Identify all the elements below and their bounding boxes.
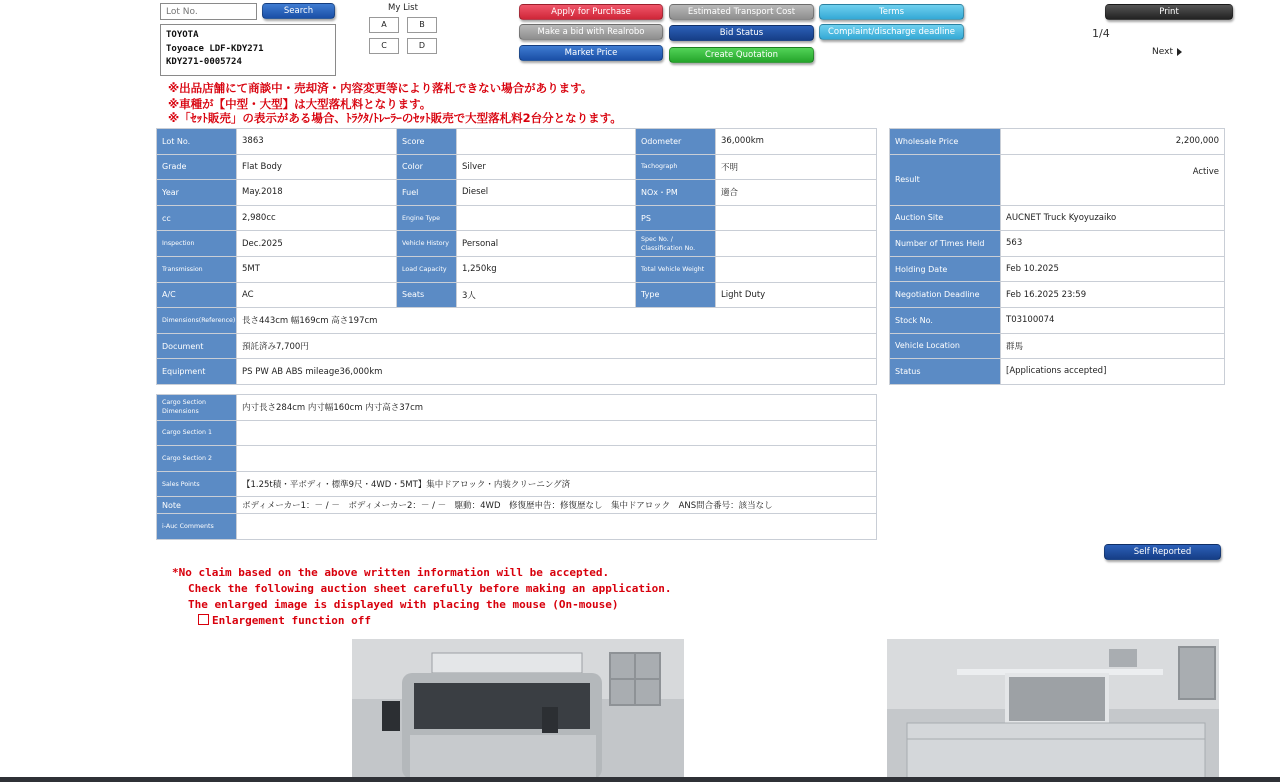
fuel-value: Diesel <box>457 180 636 206</box>
search-button[interactable]: Search <box>262 3 335 19</box>
self-reported-button[interactable]: Self Reported <box>1104 544 1221 560</box>
vehicle-location-value: 群馬 <box>1001 333 1225 359</box>
ac-value: AC <box>237 282 397 308</box>
lot-no-label: Lot No. <box>157 129 237 155</box>
cargo-section1-value <box>237 420 877 446</box>
apply-purchase-button[interactable]: Apply for Purchase <box>519 4 663 20</box>
notice-line-2: ※車種が【中型・大型】は大型落札料となります。 <box>168 97 432 111</box>
claim-line-3: The enlarged image is displayed with placing the mouse (On-mouse) <box>188 598 619 611</box>
times-held-label: Number of Times Held <box>890 231 1001 257</box>
seats-label: Seats <box>397 282 457 308</box>
next-link[interactable] <box>1152 47 1182 57</box>
print-button[interactable]: Print <box>1105 4 1233 20</box>
color-label: Color <box>397 154 457 180</box>
equipment-label: Equipment <box>157 359 237 385</box>
grade-value: Flat Body <box>237 154 397 180</box>
load-capacity-value: 1,250kg <box>457 256 636 282</box>
ac-label: A/C <box>157 282 237 308</box>
score-value <box>457 129 636 155</box>
lot-number-input[interactable] <box>160 3 257 20</box>
type-value: Light Duty <box>716 282 877 308</box>
market-price-button[interactable]: Market Price <box>519 45 663 61</box>
wholesale-price-value: 2,200,000 <box>1001 129 1225 155</box>
document-value: 預託済み7,700円 <box>237 333 877 359</box>
claim-line-1: *No claim based on the above written information will be accepted. <box>172 566 610 579</box>
ps-value <box>716 205 877 231</box>
auction-site-value: AUCNET Truck Kyoyuzaiko <box>1001 205 1225 231</box>
note-value: ボディメーカー1：－ / － ボディメーカー2：－ / － 駆動：4WD 修復歴申告：修復歴なし 集中ドアロック ANS問合番号：該当なし <box>237 497 877 514</box>
transmission-label: Transmission <box>157 256 237 282</box>
holding-date-label: Holding Date <box>890 256 1001 282</box>
status-label: Status <box>890 359 1001 385</box>
times-held-value: 563 <box>1001 231 1225 257</box>
vehicle-make: TOYOTA <box>166 30 199 40</box>
dimensions-label: Dimensions(Reference) <box>157 308 237 334</box>
cargo-dimensions-value: 内寸長さ284cm 内寸幅160cm 内寸高さ37cm <box>237 395 877 421</box>
page-counter: 1/4 <box>1092 27 1110 40</box>
truck-front-image <box>352 639 684 779</box>
notice-line-3: ※「ｾｯﾄ販売」の表示がある場合、ﾄﾗｸﾀ/ﾄﾚｰﾗｰのｾｯﾄ販売で大型落札料2台分となります。 <box>168 111 622 125</box>
notice-line-1: ※出品店舗にて商談中・売却済・内容変更等により落札できない場合があります。 <box>168 81 593 95</box>
odometer-value: 36,000km <box>716 129 877 155</box>
score-label: Score <box>397 129 457 155</box>
terms-button[interactable]: Terms <box>819 4 964 20</box>
inspection-value: Dec.2025 <box>237 231 397 257</box>
cargo-section1-label: Cargo Section 1 <box>157 420 237 446</box>
type-label: Type <box>636 282 716 308</box>
front-photo[interactable] <box>352 639 684 779</box>
grade-label: Grade <box>157 154 237 180</box>
holding-date-value: Feb 10.2025 <box>1001 256 1225 282</box>
load-capacity-label: Load Capacity <box>397 256 457 282</box>
dimensions-value: 長さ443cm 幅169cm 高さ197cm <box>237 308 877 334</box>
nox-pm-label: NOx・PM <box>636 180 716 206</box>
document-label: Document <box>157 333 237 359</box>
triangle-right-icon <box>1177 48 1182 56</box>
stock-no-value: T03100074 <box>1001 307 1225 333</box>
vehicle-history-label: Vehicle History <box>397 231 457 257</box>
rear-photo[interactable] <box>887 639 1219 779</box>
mylist-a-button[interactable]: A <box>369 17 399 33</box>
inspection-label: Inspection <box>157 231 237 257</box>
tachograph-label: Tachograph <box>636 154 716 180</box>
odometer-label: Odometer <box>636 129 716 155</box>
negotiation-deadline-value: Feb 16.2025 23:59 <box>1001 282 1225 308</box>
ps-label: PS <box>636 205 716 231</box>
total-weight-label: Total Vehicle Weight <box>636 256 716 282</box>
claim-line-2: Check the following auction sheet carefully before making an application. <box>188 582 672 595</box>
engine-type-value <box>457 205 636 231</box>
mylist-c-button[interactable]: C <box>369 38 399 54</box>
enlargement-checkbox[interactable] <box>198 614 209 625</box>
note-label: Note <box>157 497 237 514</box>
bottom-scrollbar[interactable] <box>0 777 1280 782</box>
create-quotation-button[interactable]: Create Quotation <box>669 47 814 63</box>
next-label: Next <box>1152 47 1173 57</box>
cargo-section2-label: Cargo Section 2 <box>157 446 237 472</box>
auction-info-table <box>889 128 1225 385</box>
vehicle-history-value: Personal <box>457 231 636 257</box>
fuel-label: Fuel <box>397 180 457 206</box>
transmission-value: 5MT <box>237 256 397 282</box>
auction-site-label: Auction Site <box>890 205 1001 231</box>
equipment-value: PS PW AB ABS mileage36,000km <box>237 359 877 385</box>
vehicle-model: Toyoace LDF-KDY271 <box>166 43 264 54</box>
vehicle-location-label: Vehicle Location <box>890 333 1001 359</box>
seats-value: 3人 <box>457 282 636 308</box>
realrobo-bid-button[interactable]: Make a bid with Realrobo <box>519 24 663 40</box>
cargo-table <box>156 394 877 540</box>
total-weight-value <box>716 256 877 282</box>
cc-label: cc <box>157 205 237 231</box>
mylist-title: My List <box>388 3 418 13</box>
spec-table <box>156 128 877 385</box>
result-value: Active <box>1001 154 1225 205</box>
negotiation-deadline-label: Negotiation Deadline <box>890 282 1001 308</box>
cargo-section2-value <box>237 446 877 472</box>
truck-rear-image <box>887 639 1219 779</box>
spec-no-label: Spec No. / Classification No. <box>636 231 716 257</box>
wholesale-price-label: Wholesale Price <box>890 129 1001 155</box>
status-value[interactable]: [Applications accepted] <box>1001 359 1225 385</box>
sales-points-label: Sales Points <box>157 471 237 497</box>
complaint-deadline-button[interactable]: Complaint/discharge deadline <box>819 24 964 40</box>
color-value: Silver <box>457 154 636 180</box>
nox-pm-value: 適合 <box>716 180 877 206</box>
enlargement-toggle[interactable] <box>198 614 371 627</box>
cargo-dimensions-label: Cargo Section Dimensions <box>157 395 237 421</box>
enlargement-label: Enlargement function off <box>212 614 371 627</box>
iauc-comments-value <box>237 514 877 540</box>
tachograph-value: 不明 <box>716 154 877 180</box>
iauc-comments-label: i-Auc Comments <box>157 514 237 540</box>
spec-no-value <box>716 231 877 257</box>
bid-status-button[interactable]: Bid Status <box>669 25 814 41</box>
engine-type-label: Engine Type <box>397 205 457 231</box>
stock-no-label: Stock No. <box>890 307 1001 333</box>
year-value: May.2018 <box>237 180 397 206</box>
cc-value: 2,980cc <box>237 205 397 231</box>
mylist-d-button[interactable]: D <box>407 38 437 54</box>
result-label: Result <box>890 154 1001 205</box>
vehicle-summary <box>160 24 336 76</box>
vehicle-chassis: KDY271-0005724 <box>166 57 242 67</box>
sales-points-value: 【1.25t積・平ボディ・標準9尺・4WD・5MT】集中ドアロック・内装クリーニング済 <box>237 471 877 497</box>
estimated-transport-button[interactable]: Estimated Transport Cost <box>669 4 814 20</box>
mylist-b-button[interactable]: B <box>407 17 437 33</box>
year-label: Year <box>157 180 237 206</box>
lot-no-value: 3863 <box>237 129 397 155</box>
